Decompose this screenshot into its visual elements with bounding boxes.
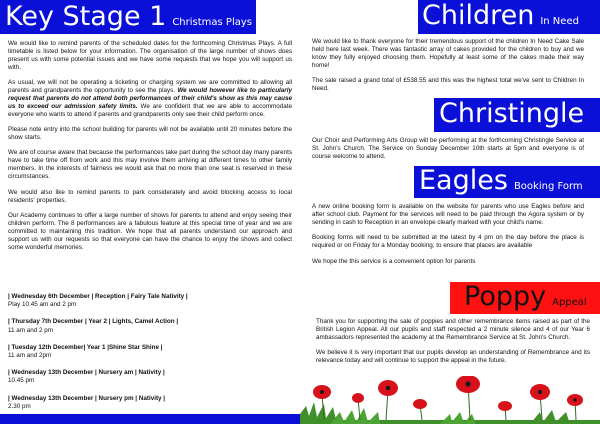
key-stage-title: Key Stage 1: [5, 1, 167, 32]
schedule-heading: | Wednesday 6th December | Reception | Fairy Tale Nativity |: [8, 293, 188, 300]
poppy-title: Poppy: [464, 282, 547, 312]
schedule-item: [8, 369, 298, 385]
poppy-flowers-icon: [300, 376, 600, 424]
schedule-time: Play 10.45 am and 2 pm: [8, 301, 77, 309]
key-stage-para-4: We are of course aware that because the performances take part during the school day many parents have to take time off from work and this may involve them arriving at different times to other family members. In the interests of fairness we would ask that no more than one seat is reserved in these circumstances.: [8, 149, 292, 181]
key-stage-subtitle: Christmas Plays: [172, 17, 252, 28]
schedule-item: [8, 395, 298, 411]
schedule-item: [8, 344, 298, 360]
key-stage-admission-warning: We would however like to particularly request that parents do not attend both performances of their child's show as this may cause us to exceed our admission safety limits.: [8, 87, 292, 110]
schedule-heading: | Thursday 7th December | Year 2 | Lights, Camel Action |: [8, 318, 179, 326]
children-in-need-title: Children: [422, 0, 535, 31]
key-stage-banner: [0, 0, 256, 34]
eagles-title: Eagles: [419, 166, 508, 196]
children-in-need-para-2: The sale raised a grand total of £538.55 and this was the highest total we've sent to Children In Need.: [312, 77, 584, 93]
schedule-heading: | Wednesday 13th December | Nursery pm | Nativity |: [8, 394, 166, 402]
key-stage-para-3: Please note entry into the school building for parents will not be available until 20 minutes before the show starts.: [8, 126, 292, 142]
christingle-banner: [434, 98, 600, 132]
christingle-body: [312, 137, 584, 168]
children-in-need-subtitle: In Need: [540, 16, 579, 27]
schedule-item: [8, 293, 298, 309]
key-stage-para-2: As usual, we will not be operating a ticketing or charging system we are committed to allowing all parents and grandparents the opportunity to see the plays. We would however like to particularly request that parents do not attend both performances of their child's show as this may cause us to exceed our admission safety limits. We are confident that we are able to accommodate everyone who wants to attend if parents and grandparents only see their child perform once.: [8, 79, 292, 118]
poppy-subtitle: Appeal: [552, 297, 587, 308]
key-stage-body: [8, 40, 292, 259]
eagles-subtitle: Booking Form: [513, 181, 583, 192]
children-in-need-para-1: We would like to thank everyone for their tremendous support of the children In Need Cake Sale held here last week. There was fantastic array of cakes provided for the children to buy and we know they fully enjoyed choosing them. Hopefully at least some of the cakes made their way home!: [312, 38, 584, 69]
eagles-banner: [414, 166, 600, 198]
schedule-heading: | Wednesday 13th December | Nursery am | Nativity |: [8, 369, 165, 377]
key-stage-para-5: We would also like to remind parents to park considerately and avoid blocking access to local residents' properties.: [8, 188, 292, 204]
eagles-body: [312, 203, 584, 273]
schedule-time: 11 am and 2pm: [8, 352, 52, 360]
schedule-time: 11 am and 2 pm: [8, 326, 54, 334]
children-in-need-body: [312, 38, 584, 100]
schedule-heading: | Tuesday 12th December| Year 1 |Shine Star Shine |: [8, 343, 163, 351]
poppy-para-2: We believe it is very important that our pupils develop an understanding of Remembrance and its relevance today and will continue to support the appeal in the future.: [316, 349, 590, 365]
key-stage-para-6: Our Academy continues to offer a large number of shows for parents to attend and enjoy seeing their children perform. The 8 performances are a fabulous feature at this special time of year and we are committed to maintaining this tradition. We hope that all parents understand our approach and support us with our requests so that everyone can have the chance to enjoy the shows and collect some wonderful memories.: [8, 211, 292, 251]
schedule-time: 10.45 pm: [8, 377, 35, 385]
key-stage-para-1: We would like to remind parents of the scheduled dates for the forthcoming Christmas Plays. A full timetable is listed below for your information. The organisation of the large number of shows does present us with some potential issues and we have some requests that we hope you will support us with.: [8, 40, 292, 71]
footer-bar: [0, 414, 300, 424]
schedule-item: [8, 318, 298, 334]
eagles-para-2: Booking forms will need to be submitted at the latest by 4 pm on the day before the place is required or on Friday for a Monday booking, to ensure that places are available: [312, 234, 584, 250]
eagles-para-1: A new online booking form is available on the website for parents who use Eagles before and after school club. Payment for the services will need to be paid through the Agora system or by sending in cash to Reception in an envelope clearly marked with your child's name.: [312, 203, 584, 226]
poppy-banner: [450, 282, 600, 314]
poppy-para-1: Thank you for supporting the sale of poppies and other remembrance items raised as part of the British Legion Appeal. All our pupils and staff respected a 2 minute silence and 4 of our Year 6 ambassadors represented the academy at the Remembrance Service at St. John's Church.: [316, 318, 590, 341]
christingle-para-1: Our Choir and Performing Arts Group will be performing at the forthcoming Christingle Service at St. John's Church. The Service on Sunday December 10th starts at 5pm and everyone is of course welcome to attend.: [312, 137, 584, 160]
play-schedule: [8, 293, 298, 420]
poppy-body: [316, 318, 590, 365]
schedule-time: 2.30 pm: [8, 402, 31, 410]
christingle-title: Christingle: [439, 98, 585, 129]
children-in-need-banner: [418, 0, 600, 34]
eagles-para-3: We hope the this service is a convenient option for parents: [312, 257, 476, 265]
